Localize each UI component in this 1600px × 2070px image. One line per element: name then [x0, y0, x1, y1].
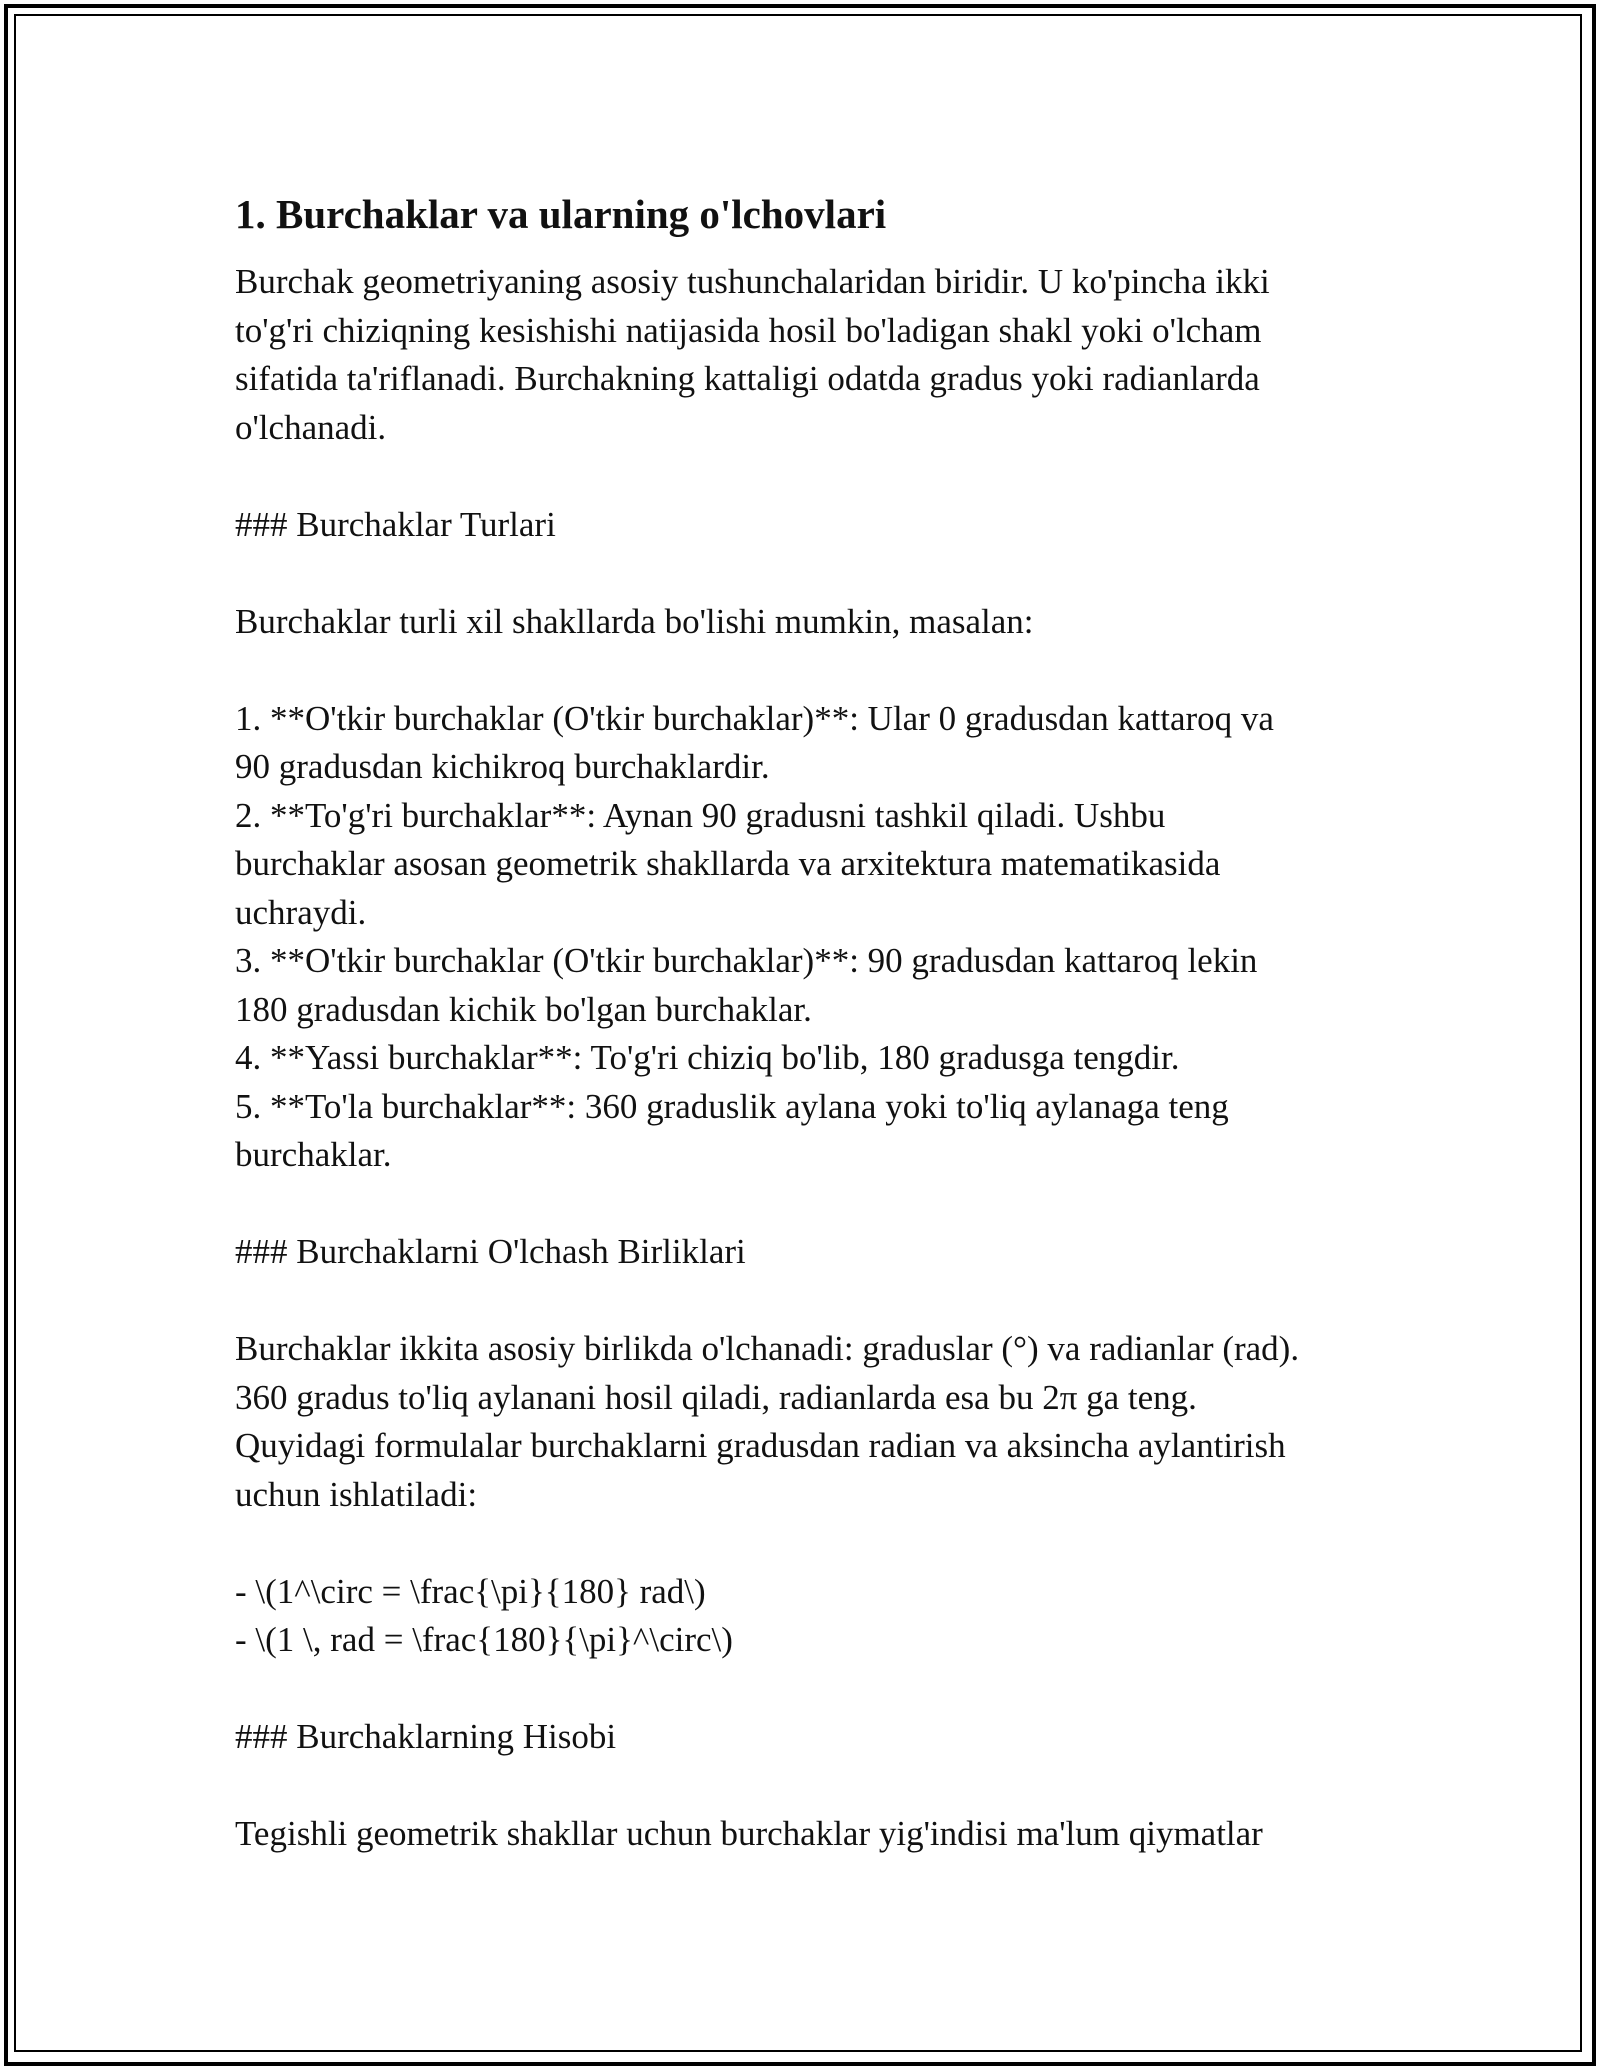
formula-line: - \(1^\circ = \frac{\pi}{180} rad\): [235, 1571, 706, 1611]
blank-line: [235, 1762, 1365, 1811]
list-line: 1. **O'tkir burchaklar (O'tkir burchaklar)**: Ular 0 gradusdan kattaroq va: [235, 698, 1274, 738]
list-line: 180 gradusdan kichik bo'lgan burchaklar.: [235, 989, 812, 1029]
blank-line: [235, 452, 1365, 501]
section-intro-types: Burchaklar turli xil shakllarda bo'lishi mumkin, masalan:: [235, 601, 1034, 641]
list-line: 3. **O'tkir burchaklar (O'tkir burchaklar)**: 90 gradusdan kattaroq lekin: [235, 941, 1258, 980]
section-heading-types: ### Burchaklar Turlari: [235, 504, 556, 544]
list-line: 4. **Yassi burchaklar**: To'g'ri chiziq bo'lib, 180 gradusga tengdir.: [235, 1038, 1180, 1077]
units-line: uchun ishlatiladi:: [235, 1474, 478, 1514]
formula-line: - \(1 \, rad = \frac{180}{\pi}^\circ\): [235, 1620, 733, 1659]
blank-line: [235, 1665, 1365, 1714]
intro-line: sifatida ta'riflanadi. Burchakning kattaligi odatda gradus yoki radianlarda: [235, 359, 1260, 398]
blank-line: [235, 1519, 1365, 1568]
units-line: Burchaklar ikkita asosiy birlikda o'lchanadi: graduslar (°) va radianlar (rad).: [235, 1329, 1300, 1368]
document-title: 1. Burchaklar va ularning o'lchovlari: [235, 191, 887, 237]
blank-line: [235, 1277, 1365, 1326]
intro-line: o'lchanadi.: [235, 407, 387, 447]
list-line: 5. **To'la burchaklar**: 360 graduslik aylana yoki to'liq aylanaga teng: [235, 1086, 1229, 1126]
calculation-line: Tegishli geometrik shakllar uchun burchaklar yig'indisi ma'lum qiymatlar: [235, 1814, 1263, 1853]
units-line: Quyidagi formulalar burchaklarni gradusdan radian va aksincha aylantirish: [235, 1426, 1286, 1465]
list-line: burchaklar.: [235, 1135, 392, 1174]
units-line: 360 gradus to'liq aylanani hosil qiladi, radianlarda esa bu 2π ga teng.: [235, 1377, 1197, 1417]
list-line: 90 gradusdan kichikroq burchaklardir.: [235, 747, 770, 786]
intro-paragraph: [235, 258, 1365, 1859]
list-line: 2. **To'g'ri burchaklar**: Aynan 90 gradusni tashkil qiladi. Ushbu: [235, 795, 1166, 835]
list-line: uchraydi.: [235, 892, 367, 932]
section-heading-calculation: ### Burchaklarning Hisobi: [235, 1717, 617, 1756]
section-heading-units: ### Burchaklarni O'lchash Birliklari: [235, 1232, 746, 1271]
blank-line: [235, 549, 1365, 598]
list-line: burchaklar asosan geometrik shakllarda va arxitektura matematikasida: [235, 844, 1221, 883]
blank-line: [235, 1180, 1365, 1229]
intro-line: to'g'ri chiziqning kesishishi natijasida hosil bo'ladigan shakl yoki o'lcham: [235, 310, 1262, 350]
document-page: [235, 188, 1365, 1859]
blank-line: [235, 646, 1365, 695]
intro-line: Burchak geometriyaning asosiy tushunchalaridan biridir. U ko'pincha ikki: [235, 262, 1270, 301]
